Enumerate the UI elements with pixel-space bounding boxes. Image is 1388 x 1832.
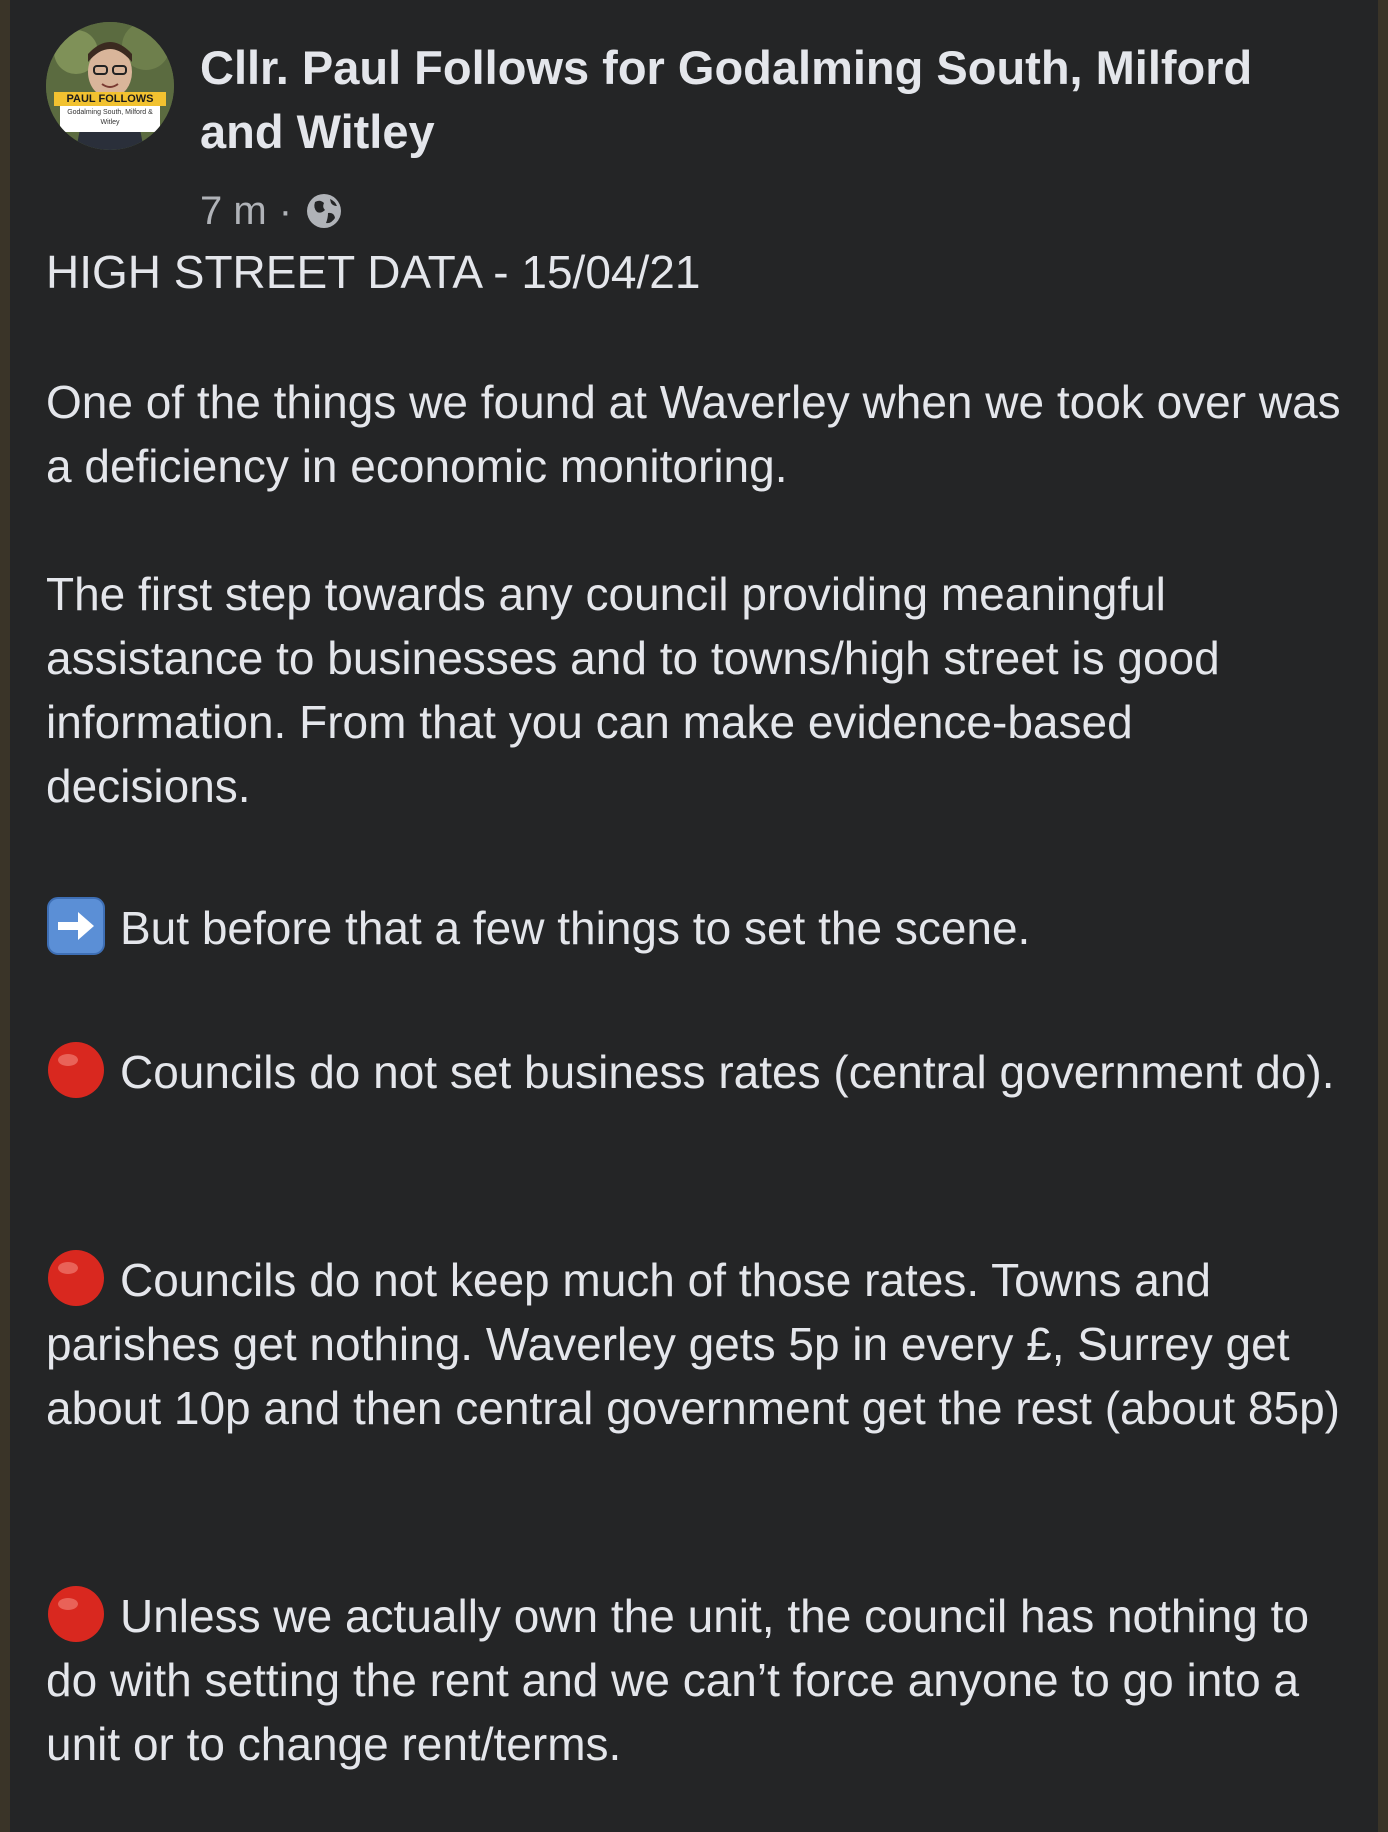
- avatar-subtitle: Godalming South, Milford & Witley: [67, 109, 153, 126]
- red-circle-icon: [46, 1248, 106, 1308]
- post-title: HIGH STREET DATA - 15/04/21: [46, 246, 701, 298]
- avatar-badge: PAUL FOLLOWS: [66, 93, 154, 105]
- post-paragraph-4: [46, 1040, 1346, 1104]
- paragraph-4-text: Councils do not set business rates (central government do).: [120, 1046, 1335, 1098]
- avatar-image: [46, 22, 174, 150]
- post-paragraph-5: [46, 1248, 1346, 1440]
- post-paragraph-2: The first step towards any council providing meaningful assistance to businesses and to towns/high street is good information. From that you can make evidence-based decisions.: [46, 568, 1220, 812]
- left-edge: [0, 0, 10, 1832]
- author-avatar[interactable]: [46, 22, 174, 150]
- red-circle-icon: [46, 1040, 106, 1100]
- post-paragraph-3: [46, 896, 1346, 960]
- post-paragraph-6: [46, 1584, 1346, 1776]
- paragraph-6-text: Unless we actually own the unit, the council has nothing to do with setting the rent and we can’t force anyone to go into a unit or to change rent/terms.: [46, 1590, 1310, 1770]
- post-timestamp[interactable]: 7 m: [200, 188, 267, 233]
- globe-icon[interactable]: [304, 191, 344, 231]
- right-edge: [1378, 0, 1388, 1832]
- post-header: [46, 22, 1346, 233]
- paragraph-5-text: Councils do not keep much of those rates. Towns and parishes get nothing. Waverley gets 5p in every £, Surrey get about 10p and then central government get the rest (about 85p): [46, 1254, 1340, 1434]
- post-meta: [200, 188, 344, 234]
- right-arrow-icon: [46, 896, 106, 956]
- red-circle-icon: [46, 1584, 106, 1644]
- meta-separator: ·: [278, 188, 293, 233]
- author-name[interactable]: Cllr. Paul Follows for Godalming South, Milford and Witley: [200, 41, 1253, 158]
- paragraph-3-text: But before that a few things to set the scene.: [120, 902, 1031, 954]
- post-paragraph-1: One of the things we found at Waverley when we took over was a deficiency in economic monitoring.: [46, 376, 1341, 492]
